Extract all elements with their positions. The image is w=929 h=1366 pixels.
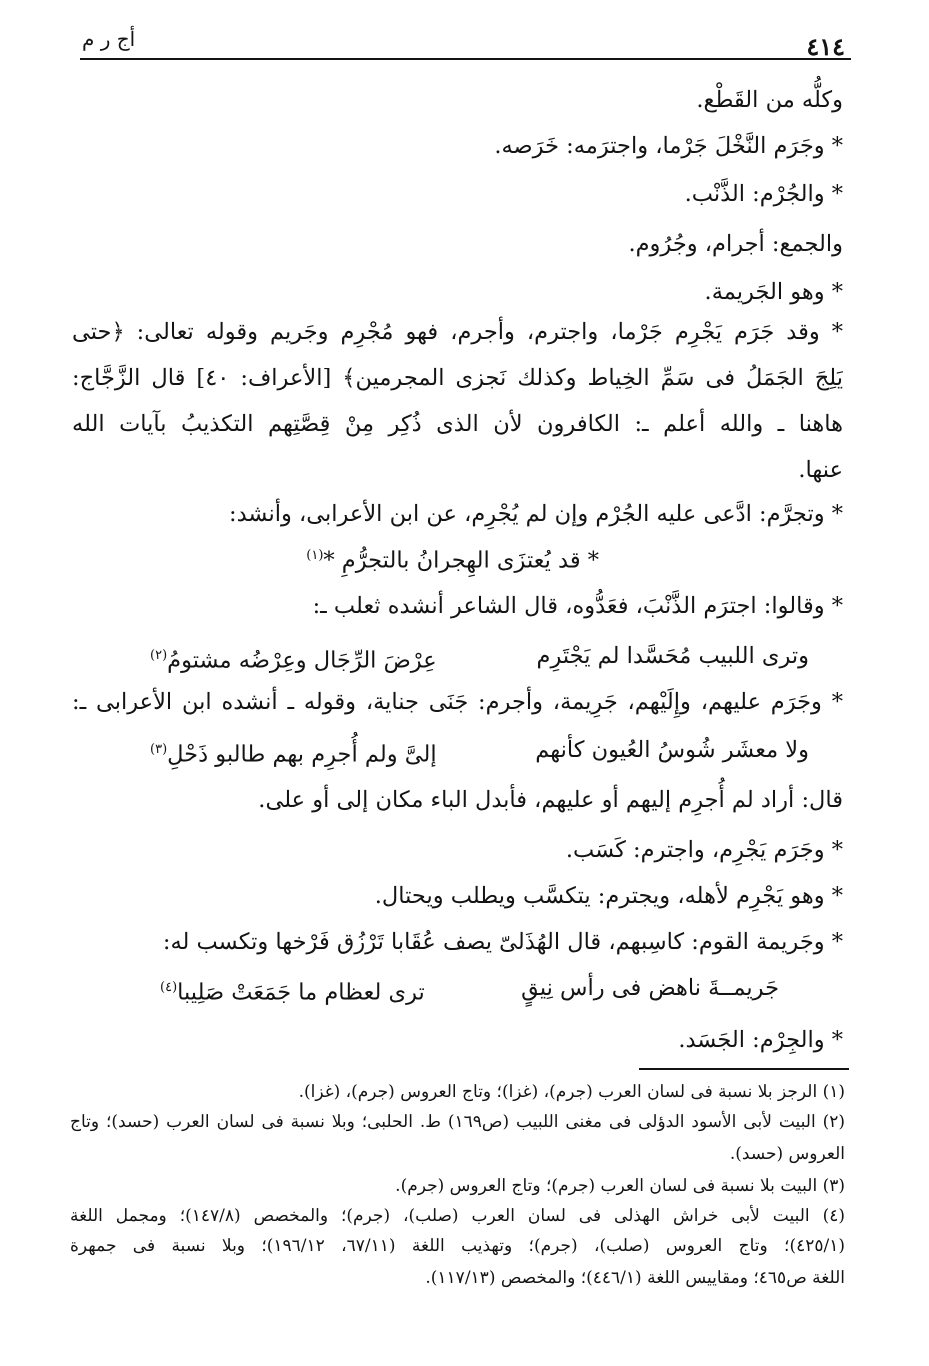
verse-1-first-hemistich: وترى اللبيب مُحَسَّدا لم يَجْتَرِم [536, 643, 809, 669]
text-line-16: * وهو يَجْرِم لأهله، ويجترم: يتكسَّب ويطلب ويحتال. [374, 883, 843, 909]
text-line-12: * وقالوا: اجترَم الذَّنْبَ، فعَدُّوه، قال الشاعر أنشده ثعلب ـ: [312, 593, 843, 619]
verse-2-second-hemistich [150, 734, 437, 771]
verse-3 [160, 972, 779, 1008]
verse-3-second-text: ترى لعظام ما جَمَعَتْ صَلِيبا [177, 979, 425, 1006]
text-line-9: عنها. [798, 457, 843, 483]
text-line-5: * وهو الجَريمة. [704, 279, 843, 305]
footnote-3: (٣) البيت بلا نسبة فى لسان العرب (جرم)؛ وتاج العروس (جرم). [395, 1176, 845, 1196]
text-line-2: * وجَرَم النَّخْلَ جَرْما، واجترَمه: خَرَصه. [494, 133, 843, 159]
verse-2-second-text: إلىَّ ولم أُجرِم بهم طالبو ذَحْلِ [167, 741, 437, 768]
verse-2 [150, 734, 809, 770]
footnote-2: (٢) البيت لأبى الأسود الدؤلى فى مغنى اللبيب (ص١٦٩) ط. الحلبى؛ وبلا نسبة فى لسان العرب (حسد)؛ وتاج [70, 1112, 845, 1132]
header-divider [80, 58, 851, 60]
page-number: ٤١٤ [806, 32, 845, 61]
verse-3-first-hemistich: جَريمــةَ ناهض فى رأس نِيقٍ [521, 975, 779, 1001]
text-line-6: * وقد جَرَم يَجْرِم جَرْما، واجترم، وأجرم، فهو مُجْرِم وجَريم وقوله تعالى: ﴿حتى [72, 319, 843, 345]
footnote-1: (١) الرجز بلا نسبة فى لسان العرب (جرم)، (غزا)؛ وتاج العروس (جرم)، (غزا). [298, 1082, 845, 1102]
text-line-13: * وجَرَم عليهم، وإِلَيْهم، جَرِيمة، وأجرم: جَنَى جناية، وقوله ـ أنشده ابن الأعرابى ـ: [72, 689, 843, 715]
footnote-marker-1: (١) [306, 548, 324, 563]
text-line-15: * وجَرَم يَجْرِم، واجترم: كَسَب. [565, 837, 843, 863]
verse-1-second-text: عِرْضَ الرِّجَال وعِرْضُه مشتومُ [167, 647, 437, 674]
text-line-10: * وتجرَّم: ادَّعى عليه الجُرْم وإن لم يُجْرِم، عن ابن الأعرابى، وأنشد: [228, 501, 843, 527]
text-line-18: * والجِرْم: الجَسَد. [678, 1027, 843, 1053]
text-line-7: يَلِجَ الجَمَلُ فى سَمِّ الخِياط وكذلك نَجزى المجرمين﴾ [الأعراف: ٤٠] قال الزَّجَّاج: [72, 365, 843, 391]
footnote-4: (٤) البيت لأبى خراش الهذلى فى لسان العرب (صلب)، (جرم)؛ والمخصص (١٤٧/٨)؛ ومجمل اللغة [70, 1206, 845, 1226]
footnote-marker-2: (٢) [150, 648, 168, 663]
text-line-1: وكلُّه من القَطْع. [696, 87, 843, 113]
text-line-8: هاهنا ـ والله أعلم ـ: الكافرون لأن الذى ذُكِر مِنْ قِصَّتِهم التكذيبُ بآيات الله [72, 411, 843, 437]
rajaz-quote-text: * قد يُعتزَى الهِجرانُ بالتجرُّمِ * [323, 547, 599, 574]
verse-2-first-hemistich: ولا معشَر شُوسُ العُيون كأنهم [535, 737, 809, 763]
footnote-divider [639, 1068, 849, 1070]
footnote-marker-4: (٤) [160, 980, 178, 995]
text-line-17: * وجَريمة القوم: كاسِبهم، قال الهُذَلىّ يصف عُقَابا تَرْزُق فَرْخها وتكسب له: [162, 929, 843, 955]
rajaz-quote [306, 540, 599, 577]
verse-1-second-hemistich [150, 640, 437, 677]
verse-1 [150, 640, 809, 676]
footnote-4-cont-1: (٤٢٥/١)؛ وتاج العروس (صلب)، (جرم)؛ وتهذيب اللغة (٦٧/١١، ١٩٦/١٢)؛ وبلا نسبة فى جمهرة [70, 1236, 845, 1256]
footnote-2-cont: العروس (حسد). [729, 1144, 845, 1164]
verse-3-second-hemistich [160, 972, 425, 1009]
header-root-letters: أج ر م [82, 27, 136, 51]
footnote-4-cont-2: اللغة ص٤٦٥؛ ومقاييس اللغة (٤٤٦/١)؛ والمخصص (١١٧/١٣). [425, 1268, 845, 1288]
text-line-3: * والجُرْم: الذَّنْب. [684, 181, 843, 207]
text-line-4: والجمع: أجرام، وجُرُوم. [628, 231, 843, 257]
text-line-14: قال: أراد لم أُجرِم إليهم أو عليهم، فأبدل الباء مكان إلى أو على. [258, 787, 843, 813]
footnote-marker-3: (٣) [150, 742, 168, 757]
